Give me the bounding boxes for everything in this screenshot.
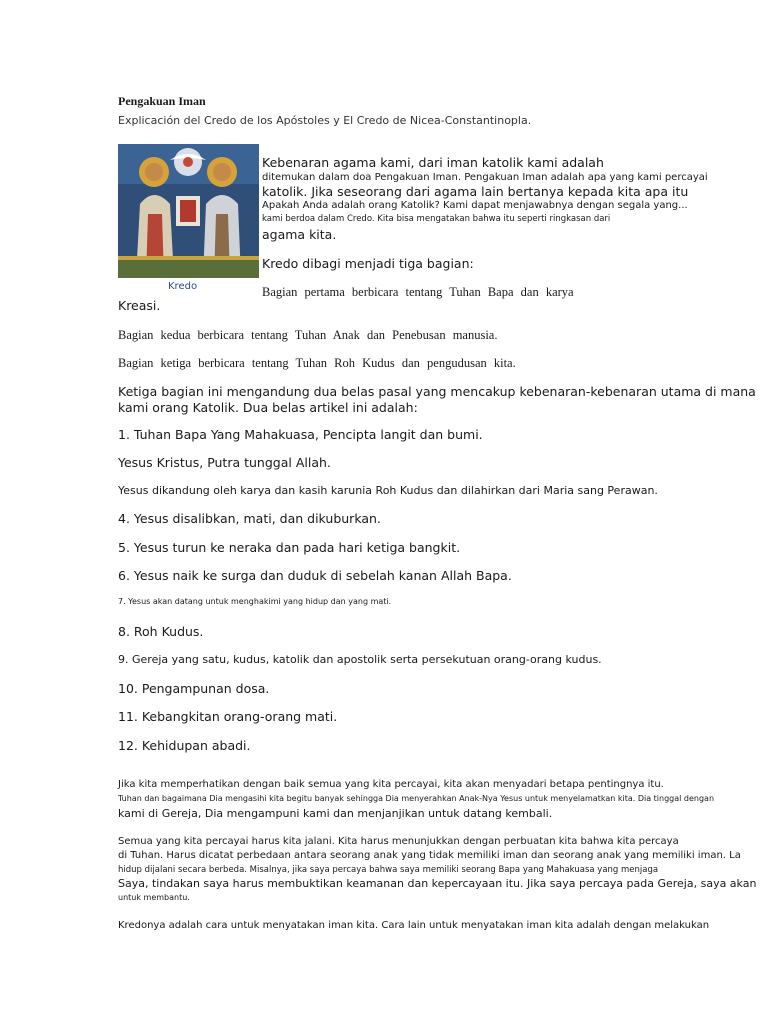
article-item: 1. Tuhan Bapa Yang Mahakuasa, Pencipta langit dan bumi. — [118, 427, 483, 442]
intro-line: agama kita. — [262, 227, 337, 242]
article-item: 4. Yesus disalibkan, mati, dan dikuburkan. — [118, 511, 381, 526]
article-item: 6. Yesus naik ke surga dan duduk di sebelah kanan Allah Bapa. — [118, 568, 512, 583]
article-item: 11. Kebangkitan orang-orang mati. — [118, 709, 338, 724]
part-one-continued: Kreasi. — [118, 298, 161, 313]
part-two: Bagian kedua berbicara tentang Tuhan Anak dan Penebusan manusia. — [118, 328, 498, 342]
article-item: 8. Roh Kudus. — [118, 624, 204, 639]
closing-paragraph-line: Semua yang kita percayai harus kita jalani. Kita harus menunjukkan dengan perbuatan kita bahwa kita percaya — [118, 836, 679, 847]
closing-paragraph-line: hidup dijalani secara berbeda. Misalnya, jika saya percaya bahwa saya memiliki seorang Bapa yang Mahakuasa yang menjaga — [118, 865, 659, 875]
intro-line: ditemukan dalam doa Pengakuan Iman. Pengakuan Iman adalah apa yang kami percayai — [262, 172, 708, 183]
article-item: Yesus dikandung oleh karya dan kasih karunia Roh Kudus dan dilahirkan dari Maria sang Perawan. — [118, 484, 658, 497]
intro-line: katolik. Jika seseorang dari agama lain bertanya kepada kita apa itu — [262, 184, 689, 199]
image-caption: Kredo — [168, 281, 198, 292]
document-subtitle: Explicación del Credo de los Apóstoles y El Credo de Nicea-Constantinopla. — [118, 114, 532, 127]
intro-line: kami berdoa dalam Credo. Kita bisa mengatakan bahwa itu seperti ringkasan dari — [262, 214, 611, 224]
closing-paragraph-line: di Tuhan. Harus dicatat perbedaan antara seorang anak yang tidak memiliki iman dan seorang anak yang memiliki iman. La — [118, 850, 741, 861]
closing-paragraph-line: Saya, tindakan saya harus membuktikan keamanan dan kepercayaan itu. Jika saya percaya pada Gereja, saya akan — [118, 877, 757, 890]
part-three: Bagian ketiga berbicara tentang Tuhan Roh Kudus dan pengudusan kita. — [118, 356, 516, 370]
articles-intro: Ketiga bagian ini mengandung dua belas pasal yang mencakup kebenaran-kebenaran utama di mana — [118, 384, 756, 399]
closing-paragraph-line: Jika kita memperhatikan dengan baik semua yang kita percayai, kita akan menyadari betapa pentingnya itu. — [118, 779, 664, 790]
closing-paragraph-line: Tuhan dan bagaimana Dia mengasihi kita begitu banyak sehingga Dia menyerahkan Anak-Nya Yesus untuk menyelamatkan kita. Dia tinggal dengan — [118, 794, 715, 803]
article-item: 10. Pengampunan dosa. — [118, 681, 270, 696]
intro-line: Apakah Anda adalah orang Katolik? Kami dapat menjawabnya dengan segala yang... — [262, 200, 688, 211]
part-one: Bagian pertama berbicara tentang Tuhan Bapa dan karya — [262, 285, 574, 299]
article-item: 9. Gereja yang satu, kudus, katolik dan apostolik serta persekutuan orang-orang kudus. — [118, 653, 602, 666]
closing-paragraph-line: Kredonya adalah cara untuk menyatakan iman kita. Cara lain untuk menyatakan iman kita adalah dengan melakukan — [118, 920, 710, 931]
article-item: Yesus Kristus, Putra tunggal Allah. — [118, 455, 331, 470]
parts-heading: Kredo dibagi menjadi tiga bagian: — [262, 256, 474, 271]
document-title: Pengakuan Iman — [118, 94, 206, 108]
closing-paragraph-line: kami di Gereja, Dia mengampuni kami dan menjanjikan untuk datang kembali. — [118, 807, 553, 820]
articles-intro: kami orang Katolik. Dua belas artikel ini adalah: — [118, 400, 418, 415]
article-item: 7. Yesus akan datang untuk menghakimi yang hidup dan yang mati. — [118, 597, 392, 606]
closing-paragraph-line: untuk membantu. — [118, 893, 190, 902]
icon-painting-illustration — [118, 144, 259, 278]
intro-line: Kebenaran agama kami, dari iman katolik kami adalah — [262, 155, 604, 170]
christian-icon-painting — [118, 144, 259, 278]
article-item: 5. Yesus turun ke neraka dan pada hari ketiga bangkit. — [118, 540, 461, 555]
article-item: 12. Kehidupan abadi. — [118, 738, 251, 753]
